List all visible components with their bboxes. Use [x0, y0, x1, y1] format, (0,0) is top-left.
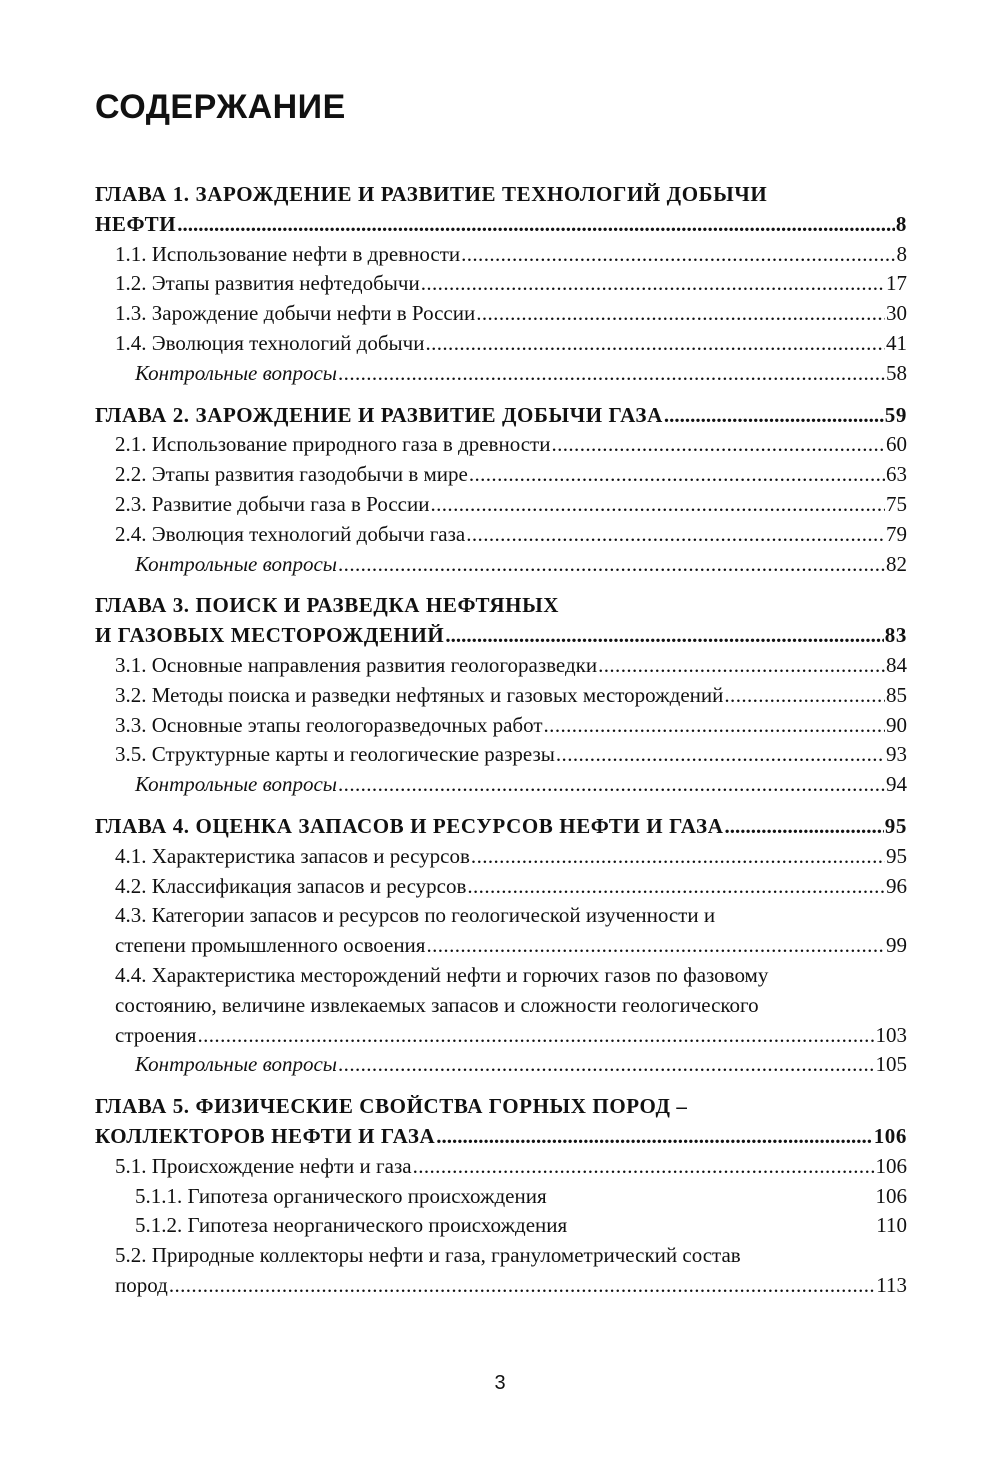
dot-leader	[551, 430, 885, 460]
dot-leader	[413, 1152, 875, 1182]
toc-entry[interactable]	[95, 931, 907, 961]
toc-entry[interactable]	[95, 299, 907, 329]
entry-title: Контрольные вопросы	[135, 360, 338, 385]
toc-entry[interactable]	[95, 740, 907, 770]
entry-page: 93	[886, 742, 907, 767]
toc-entry[interactable]	[95, 269, 907, 299]
entry-title: 2.3. Развитие добычи газа в России	[115, 491, 430, 516]
entry-title: ГЛАВА 4. ОЦЕНКА ЗАПАСОВ И РЕСУРСОВ НЕФТИ И ГАЗА	[95, 813, 724, 838]
dot-leader	[544, 711, 885, 741]
page-title: СОДЕРЖАНИЕ	[95, 88, 346, 126]
toc-entry[interactable]	[95, 711, 907, 741]
chapter-2	[95, 401, 907, 580]
page-number: 3	[494, 1372, 506, 1394]
entry-page: 113	[876, 1272, 907, 1297]
entry-title: 3.2. Методы поиска и разведки нефтяных и газовых месторождений	[115, 682, 724, 707]
entry-page: 58	[886, 360, 907, 385]
toc-entry[interactable]	[95, 842, 907, 872]
toc-entry[interactable]	[95, 1271, 907, 1301]
entry-title: 1.2. Этапы развития нефтедобычи	[115, 271, 420, 296]
dot-leader	[466, 520, 885, 550]
entry-title: 5.1.1. Гипотеза органического происхождения	[135, 1183, 547, 1208]
entry-page: 83	[884, 623, 907, 648]
entry-title-line[interactable]: 4.4. Характеристика месторождений нефти и горючих газов по фазовому	[115, 962, 769, 987]
entry-page: 94	[886, 772, 907, 797]
toc-entry[interactable]	[95, 681, 907, 711]
entry-page: 60	[886, 432, 907, 457]
entry-page: 63	[886, 462, 907, 487]
entry-title: 1.4. Эволюция технологий добычи	[115, 330, 425, 355]
entry-title: 5.1. Происхождение нефти и газа	[115, 1153, 412, 1178]
dot-leader	[556, 740, 885, 770]
entry-title: И ГАЗОВЫХ МЕСТОРОЖДЕНИЙ	[95, 623, 445, 648]
entry-title: пород	[115, 1272, 168, 1297]
chapter-3	[95, 591, 907, 800]
chapter-heading[interactable]	[95, 401, 907, 431]
dot-leader	[467, 872, 885, 902]
chapter-heading[interactable]	[95, 210, 907, 240]
entry-title: Контрольные вопросы	[135, 551, 338, 576]
entry-page: 85	[886, 682, 907, 707]
dot-leader	[461, 240, 895, 270]
entry-page: 17	[886, 271, 907, 296]
entry-title: Контрольные вопросы	[135, 1052, 338, 1077]
entry-title: 1.1. Использование нефти в древности	[115, 241, 461, 266]
dot-leader	[476, 299, 885, 329]
toc-entry[interactable]	[95, 520, 907, 550]
dot-leader	[197, 1021, 874, 1051]
entry-title: 1.3. Зарождение добычи нефти в России	[115, 301, 476, 326]
entry-page: 8	[896, 241, 907, 266]
dot-leader	[425, 329, 885, 359]
dot-leader	[338, 359, 885, 389]
toc-entry[interactable]	[95, 430, 907, 460]
dot-leader	[471, 842, 885, 872]
entry-page: 75	[886, 491, 907, 516]
chapter-5	[95, 1092, 907, 1301]
entry-title: 3.1. Основные направления развития геологоразведки	[115, 652, 598, 677]
dot-leader	[469, 460, 885, 490]
entry-page: 106	[873, 1123, 907, 1148]
toc-entry[interactable]	[95, 872, 907, 902]
entry-page: 41	[886, 330, 907, 355]
toc-entry[interactable]	[95, 460, 907, 490]
dot-leader	[426, 931, 885, 961]
chapter-heading[interactable]	[95, 1122, 907, 1152]
dot-leader	[421, 269, 885, 299]
chapter-title-line[interactable]: ГЛАВА 3. ПОИСК И РАЗВЕДКА НЕФТЯНЫХ	[95, 593, 560, 618]
entry-page: 90	[886, 712, 907, 737]
chapter-4	[95, 812, 907, 1080]
toc-entry[interactable]	[95, 1152, 907, 1182]
dot-leader	[338, 550, 885, 580]
entry-page: 110	[876, 1213, 907, 1238]
dot-leader	[169, 1271, 875, 1301]
toc-entry[interactable]	[95, 651, 907, 681]
entry-title: степени промышленного освоения	[115, 933, 426, 958]
entry-page: 84	[886, 652, 907, 677]
entry-page: 95	[886, 843, 907, 868]
chapter-title-line[interactable]: ГЛАВА 5. ФИЗИЧЕСКИЕ СВОЙСТВА ГОРНЫХ ПОРОД –	[95, 1094, 688, 1119]
toc-entry[interactable]	[95, 1211, 907, 1241]
control-questions[interactable]	[95, 359, 907, 389]
entry-page: 106	[875, 1153, 907, 1178]
toc-entry[interactable]	[95, 1182, 907, 1212]
control-questions[interactable]	[95, 550, 907, 580]
entry-page: 105	[875, 1052, 907, 1077]
table-of-contents	[95, 180, 907, 1313]
entry-page: 99	[886, 933, 907, 958]
entry-page: 8	[895, 211, 907, 236]
entry-title: 3.5. Структурные карты и геологические разрезы	[115, 742, 555, 767]
entry-title: КОЛЛЕКТОРОВ НЕФТИ И ГАЗА	[95, 1123, 436, 1148]
chapter-1	[95, 180, 907, 389]
entry-title: ГЛАВА 2. ЗАРОЖДЕНИЕ И РАЗВИТИЕ ДОБЫЧИ ГАЗА	[95, 402, 663, 427]
dot-leader	[664, 401, 884, 431]
dot-leader	[338, 1050, 874, 1080]
entry-title-line[interactable]: 4.3. Категории запасов и ресурсов по геологической изученности и	[115, 903, 716, 928]
toc-entry[interactable]	[95, 1021, 907, 1051]
control-questions[interactable]	[95, 770, 907, 800]
toc-entry[interactable]	[95, 490, 907, 520]
entry-page: 59	[884, 402, 907, 427]
entry-page: 79	[886, 521, 907, 546]
chapter-heading[interactable]	[95, 621, 907, 651]
entry-page: 96	[886, 873, 907, 898]
dot-leader	[724, 812, 883, 842]
dot-leader	[436, 1122, 872, 1152]
entry-title: 2.1. Использование природного газа в древности	[115, 432, 551, 457]
dot-leader	[338, 770, 885, 800]
dot-leader	[430, 490, 885, 520]
control-questions[interactable]	[95, 1050, 907, 1080]
entry-title: строения	[115, 1022, 197, 1047]
dot-leader	[445, 621, 883, 651]
toc-entry[interactable]	[95, 329, 907, 359]
chapter-title-line[interactable]: ГЛАВА 1. ЗАРОЖДЕНИЕ И РАЗВИТИЕ ТЕХНОЛОГИЙ ДОБЫЧИ	[95, 182, 768, 206]
entry-page: 82	[886, 551, 907, 576]
entry-title: 2.4. Эволюция технологий добычи газа	[115, 521, 466, 546]
entry-page: 95	[884, 813, 907, 838]
entry-title: 5.1.2. Гипотеза неорганического происхождения	[135, 1213, 568, 1238]
entry-title: Контрольные вопросы	[135, 772, 338, 797]
entry-page: 30	[886, 301, 907, 326]
entry-title: 2.2. Этапы развития газодобычи в мире	[115, 462, 468, 487]
entry-title-line[interactable]: 5.2. Природные коллекторы нефти и газа, гранулометрический состав	[115, 1243, 741, 1268]
chapter-heading[interactable]	[95, 812, 907, 842]
dot-leader	[177, 210, 895, 240]
dot-leader	[598, 651, 885, 681]
entry-title: 4.1. Характеристика запасов и ресурсов	[115, 843, 470, 868]
toc-entry[interactable]	[95, 240, 907, 270]
entry-page: 103	[875, 1022, 907, 1047]
dot-leader	[724, 681, 885, 711]
entry-title: 3.3. Основные этапы геологоразведочных работ	[115, 712, 543, 737]
entry-title-line[interactable]: состоянию, величине извлекаемых запасов и сложности геологического	[115, 992, 759, 1017]
entry-title: 4.2. Классификация запасов и ресурсов	[115, 873, 467, 898]
entry-title: НЕФТИ	[95, 211, 177, 236]
entry-page: 106	[875, 1183, 907, 1208]
